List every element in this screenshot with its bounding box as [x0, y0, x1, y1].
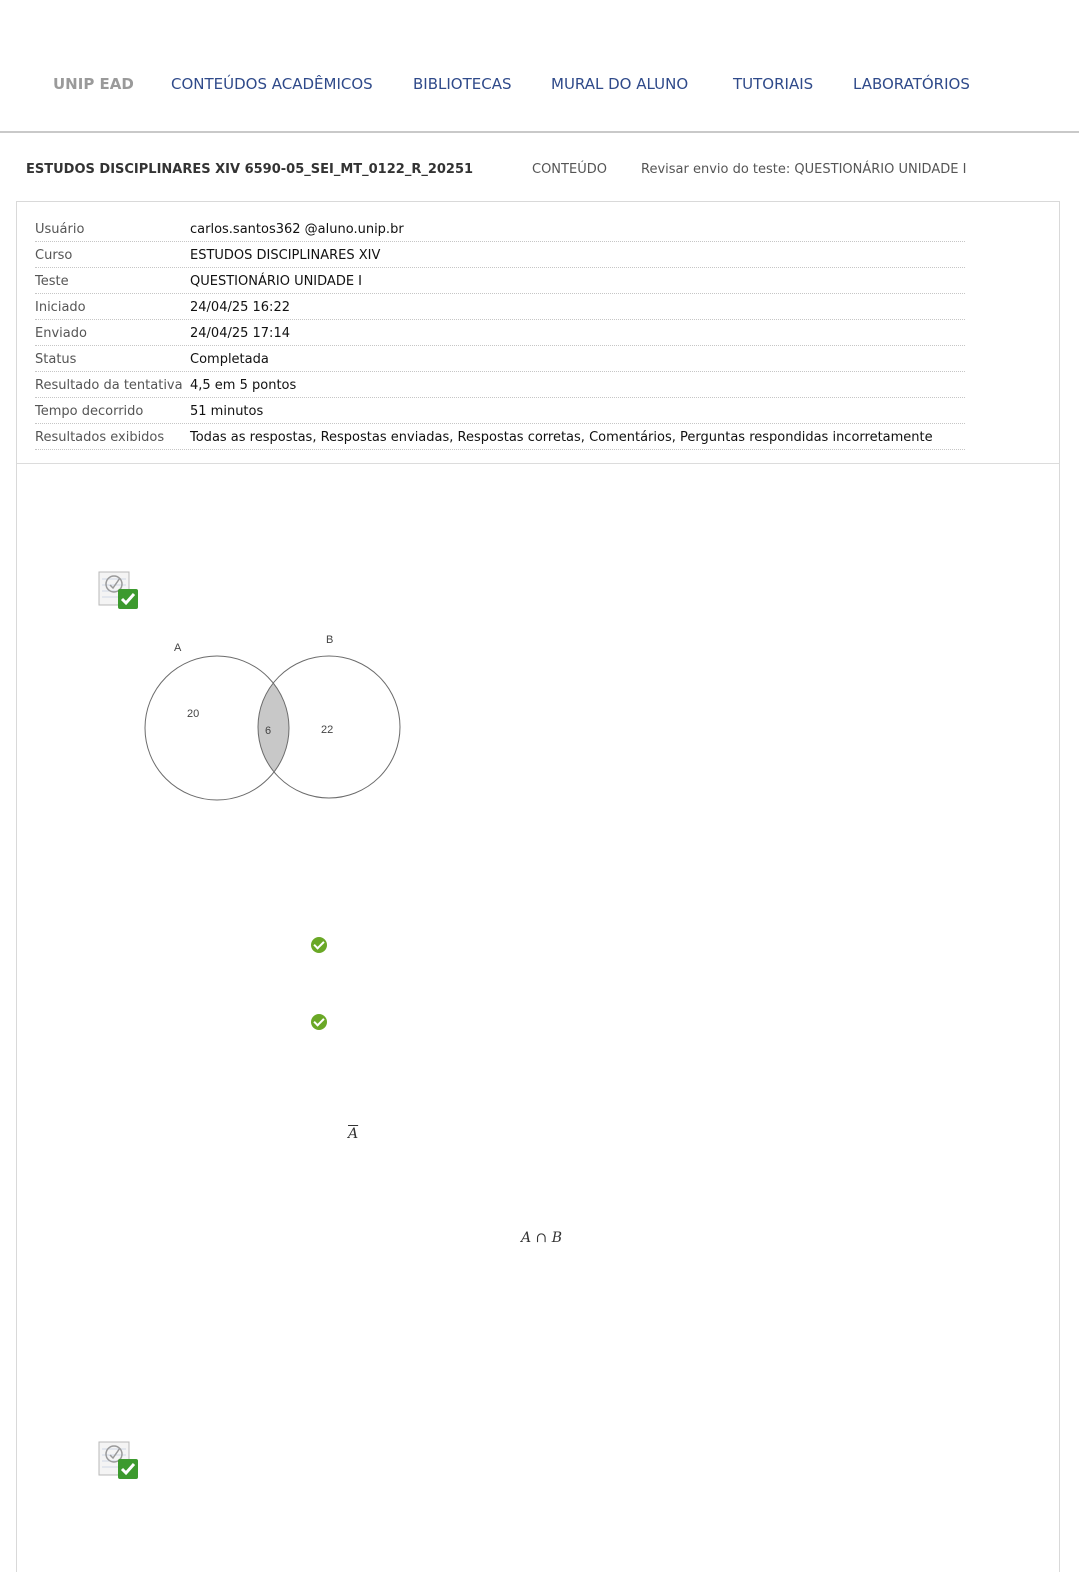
info-label: Curso: [35, 248, 73, 263]
venn-label-b: B: [326, 634, 334, 646]
venn-intersection-value: 6: [265, 725, 272, 737]
nav-bibliotecas[interactable]: BIBLIOTECAS: [413, 75, 512, 93]
test-review-container: [16, 201, 1060, 1572]
info-row-iniciado: [35, 294, 965, 320]
info-value: Todas as respostas, Respostas enviadas, Respostas corretas, Comentários, Perguntas respondidas incorretamente: [190, 430, 933, 445]
intersection-formula: A ∩ B: [521, 1230, 563, 1246]
complement-a-formula: $\overline{A}$: [348, 1126, 359, 1142]
venn-label-a: A: [174, 642, 182, 654]
attempt-info-table: [17, 202, 1059, 464]
info-label: Teste: [35, 274, 69, 289]
info-row-teste: [35, 268, 965, 294]
nav-mural-do-aluno[interactable]: MURAL DO ALUNO: [551, 75, 689, 93]
info-row-resultados-exibidos: [35, 424, 965, 450]
nav-unip-ead[interactable]: UNIP EAD: [53, 75, 134, 93]
info-label: Tempo decorrido: [35, 404, 144, 419]
venn-only-b-value: 22: [321, 724, 334, 736]
info-label: Iniciado: [35, 300, 86, 315]
check-circle-icon: [311, 937, 327, 953]
info-value: 24/04/25 17:14: [190, 326, 290, 341]
question-correct-icon: [97, 569, 139, 611]
info-label: Resultado da tentativa: [35, 378, 183, 393]
breadcrumb-course[interactable]: ESTUDOS DISCIPLINARES XIV 6590-05_SEI_MT_0122_R_20251: [26, 162, 474, 177]
nav-conteudos-academicos[interactable]: CONTEÚDOS ACADÊMICOS: [171, 75, 373, 93]
info-row-resultado: [35, 372, 965, 398]
info-row-tempo: [35, 398, 965, 424]
venn-only-a-value: 20: [187, 708, 200, 720]
info-value: 51 minutos: [190, 404, 264, 419]
info-label: Usuário: [35, 222, 85, 237]
check-circle-icon: [311, 1014, 327, 1030]
breadcrumb-page: Revisar envio do teste: QUESTIONÁRIO UNIDADE I: [641, 162, 967, 177]
breadcrumb-section[interactable]: CONTEÚDO: [532, 162, 607, 177]
info-label: Status: [35, 352, 77, 367]
question-correct-icon: [97, 1439, 139, 1481]
info-label: Enviado: [35, 326, 87, 341]
nav-laboratorios[interactable]: LABORATÓRIOS: [853, 75, 970, 93]
venn-svg: [128, 628, 418, 808]
info-row-status: [35, 346, 965, 372]
info-value: Completada: [190, 352, 269, 367]
nav-tutoriais[interactable]: TUTORIAIS: [733, 75, 814, 93]
top-navigation: [0, 0, 1079, 133]
info-row-enviado: [35, 320, 965, 346]
info-value: carlos.santos362 @aluno.unip.br: [190, 222, 404, 237]
info-row-usuario: [35, 216, 965, 242]
venn-diagram: [128, 628, 418, 808]
info-label: Resultados exibidos: [35, 430, 165, 445]
info-value: 4,5 em 5 pontos: [190, 378, 297, 393]
info-value: 24/04/25 16:22: [190, 300, 290, 315]
info-value: ESTUDOS DISCIPLINARES XIV: [190, 248, 381, 263]
info-value: QUESTIONÁRIO UNIDADE I: [190, 274, 363, 289]
info-row-curso: [35, 242, 965, 268]
breadcrumb: [0, 160, 1079, 184]
